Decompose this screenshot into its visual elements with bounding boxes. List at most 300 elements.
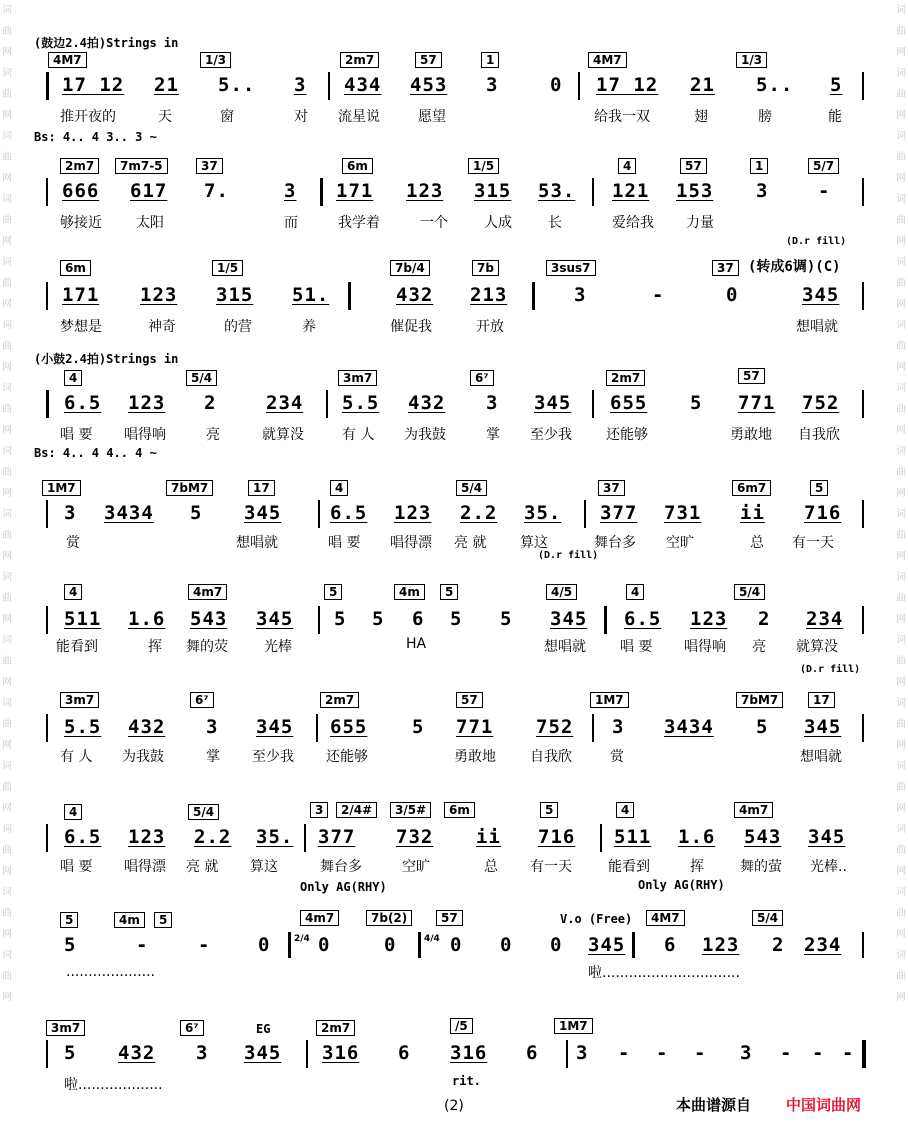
lyric: 给我一双 [594,109,650,125]
chord: 7b [472,260,499,276]
barline [862,178,864,206]
note-group: 5 [372,608,385,630]
lyric: 推开夜的 [60,109,116,125]
chord: 2m7 [606,370,645,386]
barline [46,178,48,206]
barline [592,178,594,206]
lyric: 人成 [484,215,512,231]
score-row-3 [0,236,908,336]
note-group: 5 [412,716,425,738]
score-row-6 [0,550,908,666]
note-group: 171 [62,284,100,306]
lyric: 掌 [206,749,220,765]
note-group: 123 [128,826,166,848]
lyric: 还能够 [606,427,648,443]
note-group: 377 [600,502,638,524]
note-group: 5 [500,608,513,630]
note-group: 35. [524,502,562,524]
lyric: 愿望 [418,109,446,125]
chord: 4M7 [48,52,87,68]
note-group: 345 [256,608,294,630]
chord: 57 [415,52,442,68]
barline [318,606,320,634]
lyric: 想唱就 [800,749,842,765]
time-signature: 2/4 [294,934,310,944]
note-group: 432 [118,1042,156,1064]
lyric: 的营 [224,319,252,335]
note-group: 432 [128,716,166,738]
barline [46,500,48,528]
final-barline [862,1040,866,1068]
lyric: 勇敢地 [454,749,496,765]
lyric: 想唱就 [236,535,278,551]
chord: 4m7 [300,910,339,926]
barline [46,824,48,852]
barline [328,72,330,100]
barline [592,390,594,418]
barline [46,714,48,742]
note-group: - [656,1042,669,1064]
lyric: 而 [284,215,298,231]
chord: 6m [444,802,475,818]
chord: 5 [324,584,342,600]
barline [584,500,586,528]
chord: 3m7 [60,692,99,708]
lyric: 一个 [420,215,448,231]
note-group: 345 [244,1042,282,1064]
chord: 6m7 [732,480,771,496]
lyric: 太阳 [136,215,164,231]
double-barline [46,390,49,418]
note-group: 732 [396,826,434,848]
note-group: 3 [206,716,219,738]
score-row-8 [0,776,908,896]
note-group: 3 [574,284,587,306]
chord: 4 [618,158,636,174]
chord: 5 [440,584,458,600]
chord: 1 [481,52,499,68]
note-group: 2.2 [194,826,232,848]
lyric: 唱 要 [620,639,653,655]
chord: 6m [342,158,373,174]
barline [304,824,306,852]
note-group: 666 [62,180,100,202]
note-group: 234 [804,934,842,956]
note-group: 123 [128,392,166,414]
note-group: 345 [534,392,572,414]
chord: 17 [808,692,835,708]
chord: 3/5# [390,802,431,818]
note-group: 316 [450,1042,488,1064]
note-group: 716 [538,826,576,848]
note-group: 345 [256,716,294,738]
note-group: 6.5 [64,392,102,414]
chord: 37 [712,260,739,276]
lyric: 勇敢地 [730,427,772,443]
chord: 3m7 [46,1020,85,1036]
note-group: 345 [808,826,846,848]
lyric: 够接近 [60,215,102,231]
double-barline [288,932,291,958]
note-group: ii [740,502,765,524]
note-group: 153 [676,180,714,202]
note-group: 543 [190,608,228,630]
note-group: 771 [738,392,776,414]
lyric: 唱 要 [60,427,93,443]
chord: 4 [616,802,634,818]
note-group: 345 [802,284,840,306]
chord: 7bM7 [736,692,783,708]
page-number: (2) [444,1098,464,1114]
note-group: 345 [804,716,842,738]
lyric: 至少我 [530,427,572,443]
lyric: 能看到 [608,859,650,875]
lyric: 想唱就 [544,639,586,655]
note-group: 6.5 [64,826,102,848]
note-group: - [694,1042,707,1064]
note-group: 434 [344,74,382,96]
note-group: 5 [64,934,77,956]
note-group: 5 [756,716,769,738]
chord: 2/4# [336,802,377,818]
note-group: 716 [804,502,842,524]
note-group: - [842,1042,855,1064]
drum-fill-annotation: (D.r fill) [786,236,847,247]
time-signature: 4/4 [424,934,440,944]
barline [862,714,864,742]
barline [316,714,318,742]
lyric: 唱得响 [684,639,726,655]
lyric: 自我欣 [530,749,572,765]
footer-site-name: 中国词曲网 [786,1096,862,1114]
chord: 57 [436,910,463,926]
lyric: 舞台多 [320,859,362,875]
note-group: 3 [196,1042,209,1064]
lyric: 亮 [752,639,766,655]
chord: 7bM7 [166,480,213,496]
note-group: 1.6 [678,826,716,848]
chord: 1/5 [212,260,243,276]
note-group: 752 [802,392,840,414]
note-group: 5 [830,74,843,96]
chord: 5 [540,802,558,818]
chord: 37 [598,480,625,496]
note-group: 213 [470,284,508,306]
lyric: 掌 [486,427,500,443]
lyric: 唱得响 [124,427,166,443]
chord: 7b(2) [366,910,412,926]
barline [600,824,602,852]
chord: 6⁷ [190,692,214,708]
note-group: 5.. [756,74,794,96]
lyric: 自我欣 [798,427,840,443]
chord: 5/7 [808,158,839,174]
note-group: 3 [756,180,769,202]
note-group: 123 [140,284,178,306]
note-group: 5 [450,608,463,630]
score-row-2 [0,148,908,248]
note-group: 0 [450,934,463,956]
note-group: 771 [456,716,494,738]
barline [306,1040,308,1068]
lyric: 光棒 [264,639,292,655]
chord: 5 [60,912,78,928]
lyric: 流星说 [338,109,380,125]
lyric: 唱 要 [60,859,93,875]
lyric: 总 [484,859,498,875]
lyric: 就算没 [262,427,304,443]
note-group: 2 [772,934,785,956]
note-group: 5.5 [64,716,102,738]
note-group: 655 [610,392,648,414]
double-barline [632,932,635,958]
lyric: 神奇 [148,319,176,335]
barline [862,72,864,100]
note-group: 0 [550,934,563,956]
lyric: 挥 [690,859,704,875]
chord: 5/4 [734,584,765,600]
note-group: 3 [740,1042,753,1064]
chord: 4M7 [646,910,685,926]
drum-fill-annotation: (D.r fill) [800,664,861,675]
bass-line: Bs: 4.. 4 3.. 3 ~ [34,130,157,144]
chord: 3sus7 [546,260,596,276]
watermark-left: 词曲网词曲网词曲网词曲网词曲网词曲网词曲网词曲网词曲网词曲网词曲网词曲网词曲网词曲网词曲网词曲网 [2,5,12,1003]
lyric: 赏 [66,535,80,551]
note-group: 6 [526,1042,539,1064]
double-barline [418,932,421,958]
note-group: ii [476,826,501,848]
chord: 5/4 [186,370,217,386]
score-row-1 [0,30,908,144]
barline [862,390,864,418]
note-group: 5 [334,608,347,630]
note-group: 123 [406,180,444,202]
note-group: 345 [550,608,588,630]
lyric: 长 [548,215,562,231]
chord: 6m [60,260,91,276]
note-group: - [198,934,211,956]
note-group: 53. [538,180,576,202]
note-group: 453 [410,74,448,96]
chord: 1 [750,158,768,174]
note-group: 3 [576,1042,589,1064]
barline [46,606,48,634]
only-ag-annotation: Only AG(RHY) [638,878,725,892]
note-group: 51. [292,284,330,306]
lyric: 有一天 [530,859,572,875]
lyric: 光棒.. [810,859,847,875]
note-group: 3 [64,502,77,524]
lyric: 为我鼓 [404,427,446,443]
barline [566,1040,568,1068]
lyric: 啦............................... [588,965,740,981]
chord: 5/4 [188,804,219,820]
lyric: 能 [828,109,842,125]
bass-line: Bs: 4.. 4 4.. 4 ~ [34,446,157,460]
note-group: - [136,934,149,956]
barline [592,714,594,742]
note-group: 3434 [104,502,154,524]
score-row-4 [0,346,908,464]
note-group: 5 [690,392,703,414]
note-group: 123 [394,502,432,524]
lyric: 算这 [250,859,278,875]
lyric: 对 [294,109,308,125]
watermark-right: 词曲网词曲网词曲网词曲网词曲网词曲网词曲网词曲网词曲网词曲网词曲网词曲网词曲网词曲网词曲网词曲网 [896,5,906,1003]
note-group: 3 [486,74,499,96]
rit-annotation: rit. [452,1074,481,1088]
double-barline [532,282,535,310]
chord: /5 [450,1018,473,1034]
note-group: 17 12 [62,74,125,96]
note-group: 617 [130,180,168,202]
note-group: 5 [190,502,203,524]
chord: 1/3 [736,52,767,68]
note-group: 171 [336,180,374,202]
lyric: 亮 [206,427,220,443]
lyric: 挥 [148,639,162,655]
note-group: 0 [500,934,513,956]
lyric: 舞的萤 [740,859,782,875]
note-group: 316 [322,1042,360,1064]
chord: 57 [680,158,707,174]
note-group: 123 [690,608,728,630]
chord: 2m7 [320,692,359,708]
chord: 4 [64,804,82,820]
note-group: 752 [536,716,574,738]
chord: 1M7 [42,480,81,496]
lyric: 膀 [758,109,772,125]
lyric: 能看到 [56,639,98,655]
lyric: 梦想是 [60,319,102,335]
chord: 1/3 [200,52,231,68]
intro-annotation: (小鼓2.4拍)Strings in [34,352,179,366]
chord: 57 [738,368,765,384]
lyric: HA [406,636,427,652]
note-group: - [812,1042,825,1064]
note-group: 3434 [664,716,714,738]
double-barline [320,178,323,206]
note-group: 2.2 [460,502,498,524]
note-group: 5.. [218,74,256,96]
chord: 4 [64,370,82,386]
lyric: 唱 要 [328,535,361,551]
score-row-9 [0,894,908,998]
lyric: 空旷 [666,535,694,551]
chord: 4 [330,480,348,496]
chord: 1/5 [468,158,499,174]
note-group: 543 [744,826,782,848]
barline [862,932,864,958]
note-group: 2 [758,608,771,630]
note-group: 3 [294,74,307,96]
chord: 4 [64,584,82,600]
note-group: 0 [384,934,397,956]
note-group: 6.5 [624,608,662,630]
note-group: 5 [64,1042,77,1064]
note-group: 731 [664,502,702,524]
note-group: 234 [806,608,844,630]
barline [578,72,580,100]
note-group: 345 [244,502,282,524]
lyric: 我学着 [338,215,380,231]
chord: 5 [154,912,172,928]
chord: 6⁷ [470,370,494,386]
note-group: 6 [398,1042,411,1064]
barline [862,606,864,634]
lyric: 空旷 [402,859,430,875]
note-group: 655 [330,716,368,738]
note-group: 0 [726,284,739,306]
lyric: 想唱就 [796,319,838,335]
chord: 17 [248,480,275,496]
double-barline [604,606,607,634]
chord: 7b/4 [390,260,430,276]
note-group: 21 [690,74,715,96]
lyric: 舞台多 [594,535,636,551]
barline [862,500,864,528]
chord: 4/5 [546,584,577,600]
lyric: 亮 就 [186,859,219,875]
lyric: 唱得漂 [390,535,432,551]
note-group: 377 [318,826,356,848]
lyric: 催促我 [390,319,432,335]
note-group: 17 12 [596,74,659,96]
chord: 5/4 [752,910,783,926]
note-group: 511 [614,826,652,848]
lyric: 翅 [694,109,708,125]
lyric: 养 [302,319,316,335]
intro-annotation: (鼓边2.4拍)Strings in [34,36,179,50]
note-group: 35. [256,826,294,848]
note-group: 432 [396,284,434,306]
lyric: 有 人 [60,749,93,765]
score-row-10 [0,1000,908,1096]
chord: 4m [394,584,425,600]
lyric: 还能够 [326,749,368,765]
lyric: 舞的荧 [186,639,228,655]
lyric: 唱得漂 [124,859,166,875]
lyric: 为我鼓 [122,749,164,765]
footer-source-label: 本曲谱源自 [676,1096,752,1114]
lyric: 窗 [220,109,234,125]
barline [318,500,320,528]
score-row-7 [0,664,908,774]
chord: 2m7 [340,52,379,68]
barline [862,282,864,310]
note-group: 315 [474,180,512,202]
chord: 6⁷ [180,1020,204,1036]
note-group: 432 [408,392,446,414]
note-group: 7. [204,180,229,202]
double-barline [46,72,49,100]
note-group: 1.6 [128,608,166,630]
lyric: 总 [750,535,764,551]
note-group: 6 [412,608,425,630]
lyric: 有 人 [342,427,375,443]
note-group: 2 [204,392,217,414]
lyric: 就算没 [796,639,838,655]
note-group: 0 [318,934,331,956]
chord: 2m7 [316,1020,355,1036]
note-group: 511 [64,608,102,630]
lyric: 啦................... [64,1077,163,1093]
barline [326,390,328,418]
note-group: 3 [612,716,625,738]
lyric: 有一天 [792,535,834,551]
note-group: 6 [664,934,677,956]
